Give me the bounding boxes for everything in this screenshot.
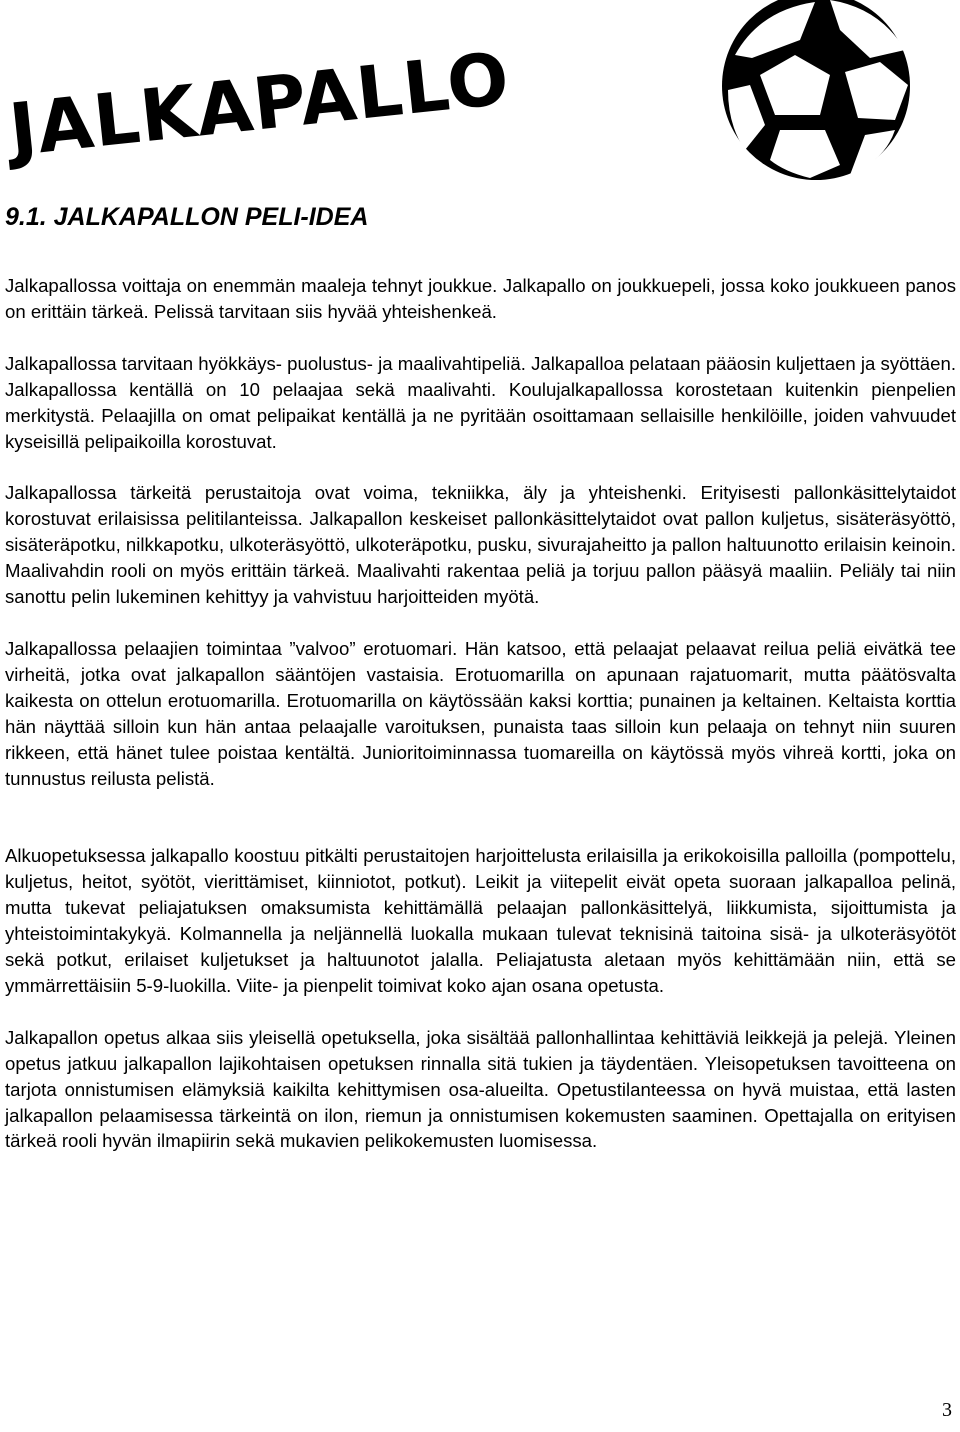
paragraph-teaching: Alkuopetuksessa jalkapallo koostuu pitkälti perustaitojen harjoittelusta erilaisilla ja erikokoisilla palloilla (pompottelu, kuljetus, heitot, syötöt, vierittämiset, kiinniotot, potkut). Leikit ja viitepelit eivät opeta suoraan jalkapalloa pelinä, mutta tukevat peliajatuksen omaksumista kehittämällä pelaajan pallonkäsittelyä, liikkumista, sijoittumista ja yhteistoimintakykyä. Kolmannella ja neljännellä luokalla mukaan tulevat teknisinä taitoina sisä- ja ulkoteräsyötöt sekä potkut, erilaiset kuljetukset ja haltuunotot jalalla. Peliajatusta aletaan myös kehittämään niin, että se ymmärrettäisiin 5-9-luokilla. Viite- ja pienpelit toimivat koko ajan osana opetusta. <box>5 845 956 996</box>
section-heading: 9.1. JALKAPALLON PELI-IDEA <box>5 203 369 231</box>
soccer-ball-icon <box>722 0 910 180</box>
paragraph-skills: Jalkapallossa tärkeitä perustaitoja ovat voima, tekniikka, äly ja yhteishenki. Erityisesti pallonkäsittelytaidot korostuvat erilaisissa pelitilanteissa. Jalkapallon keskeiset pallonkäsittelytaidot ovat pallon kuljetus, sisäteräsyöttö, sisäteräpotku, nilkkapotku, ulkoteräsyöttö, ulkoteräpotku, pusku, sivurajaheitto ja pallon haltuunotto erilaisin keinoin. Maalivahdin rooli on myös erittäin tärkeä. Maalivahti rakentaa peliä ja torjuu pallon pääsyä maaliin. Peliäly tai niin sanottu pelin lukeminen kehittyy ja vahvistuu harjoitteiden myötä. <box>5 482 956 608</box>
paragraph-referee: Jalkapallossa pelaajien toimintaa ”valvoo” erotuomari. Hän katsoo, että pelaajat pelaavat reilua peliä eivätkä tee virheitä, jotka ovat jalkapallon sääntöjen vastaisia. Erotuomarilla on apunaan rajatuomarit, mutta päätösvalta kaikesta on ottelun erotuomarilla. Erotuomarilla on käytössään kaksi korttia; punainen ja keltainen. Keltaista korttia hän näyttää silloin kun hän antaa pelaajalle varoituksen, punaista taas silloin kun pelaaja on tehnyt niin suuren rikkeen, että hänet tulee poistaa kentältä. Junioritoiminnassa tuomareilla on käytössä myös vihreä kortti, joka on tunnustus reilusta pelistä. <box>5 637 956 789</box>
paragraph-intro: Jalkapallossa voittaja on enemmän maaleja tehnyt joukkue. Jalkapallo on joukkuepeli, jossa koko joukkueen panos on erittäin tärkeä. Pelissä tarvitaan siis hyvää yhteishenkeä. <box>5 275 956 322</box>
header-logo <box>0 0 960 190</box>
page-number: 3 <box>942 1399 952 1421</box>
logo-wordmark: JALKAPALLO <box>5 36 514 173</box>
logo-graphic <box>0 0 960 190</box>
document-body <box>5 273 956 1154</box>
paragraph-play: Jalkapallossa tarvitaan hyökkäys- puolustus- ja maalivahtipeliä. Jalkapalloa pelataan pääosin kuljettaen ja syöttäen. Jalkapallossa kentällä on 10 pelaajaa sekä maalivahti. Koulujalkapallossa korostetaan kuitenkin pienpelien merkitystä. Pelaajilla on omat pelipaikat kentällä ja ne pyritään osoittamaan sellaisille henkilöille, joiden vahvuudet kyseisillä pelipaikoilla korostuvat. <box>5 352 956 452</box>
paragraph-general: Jalkapallon opetus alkaa siis yleisellä opetuksella, joka sisältää pallonhallintaa kehittäviä leikkejä ja pelejä. Yleinen opetus jatkuu jalkapallon lajikohtaisen opetuksen rinnalla sitä tukien ja täydentäen. Yleisopetuksen tavoitteena on tarjota onnistumisen elämyksiä kaikilta kehittymisen osa-alueilta. Opetustilanteessa on hyvä muistaa, että lasten jalkapallon pelaamisessa tärkeintä on ilon, riemun ja onnistumisen kokemusten saaminen. Opettajalla on erityisen tärkeä rooli hyvän ilmapiirin sekä mukavien pelikokemusten luomisessa. <box>5 1026 956 1152</box>
